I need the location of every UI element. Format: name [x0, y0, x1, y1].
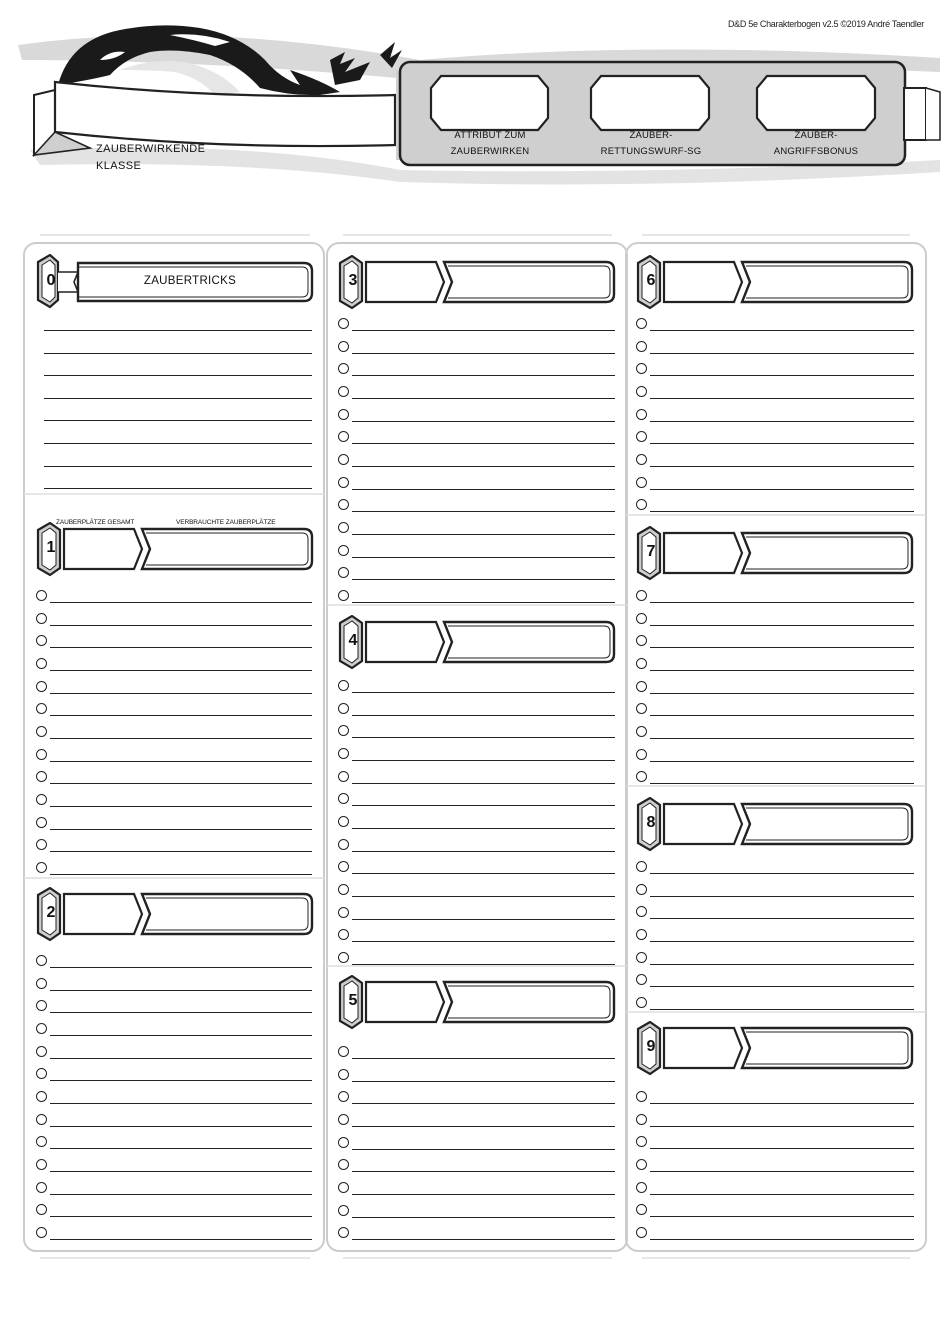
- copyright-notice: D&D 5e Charakterbogen v2.5 ©2019 André Taendler: [727, 19, 924, 29]
- cantrip-line[interactable]: [44, 375, 312, 376]
- spell-line[interactable]: [50, 761, 312, 762]
- prepared-checkbox[interactable]: [338, 590, 349, 601]
- spell-line[interactable]: [650, 1171, 914, 1172]
- prepared-checkbox[interactable]: [338, 1182, 349, 1193]
- spell-line[interactable]: [650, 761, 914, 762]
- prepared-checkbox[interactable]: [636, 341, 647, 352]
- spell-line[interactable]: [352, 692, 615, 693]
- total-slots-label: ZAUBERPLÄTZE GESAMT: [56, 519, 135, 526]
- level-0-number: 0: [46, 272, 56, 289]
- spell-line[interactable]: [352, 805, 615, 806]
- cantrip-line[interactable]: [44, 466, 312, 467]
- level-3-total-slots-field[interactable]: [368, 263, 438, 301]
- cantrip-line[interactable]: [44, 353, 312, 354]
- spell-line[interactable]: [650, 1194, 914, 1195]
- spell-attack-bonus-label: ZAUBER- ANGRIFFSBONUS: [773, 130, 859, 157]
- spell-line[interactable]: [352, 919, 615, 920]
- spell-line[interactable]: [352, 421, 615, 422]
- spell-line[interactable]: [352, 715, 615, 716]
- prepared-checkbox[interactable]: [36, 1023, 47, 1034]
- prepared-checkbox[interactable]: [36, 590, 47, 601]
- spell-line[interactable]: [352, 1058, 615, 1059]
- spell-line[interactable]: [650, 964, 914, 965]
- spell-line[interactable]: [50, 1103, 312, 1104]
- expended-slots-label: VERBRAUCHTE ZAUBERPLÄTZE: [176, 519, 276, 526]
- level-5-number: 5: [348, 992, 358, 1009]
- spell-line[interactable]: [650, 1148, 914, 1149]
- level-2-total-slots-field[interactable]: [66, 895, 136, 933]
- prepared-checkbox[interactable]: [636, 861, 647, 872]
- spell-line[interactable]: [650, 918, 914, 919]
- spell-line[interactable]: [650, 693, 914, 694]
- level-2-expended-slots-field[interactable]: [154, 895, 304, 933]
- spell-line[interactable]: [352, 1149, 615, 1150]
- level-4-expended-slots-field[interactable]: [456, 623, 606, 661]
- prepared-checkbox[interactable]: [636, 929, 647, 940]
- spell-line[interactable]: [50, 670, 312, 671]
- spell-line[interactable]: [352, 737, 615, 738]
- prepared-checkbox[interactable]: [338, 839, 349, 850]
- level-4-total-slots-field[interactable]: [368, 623, 438, 661]
- spell-line[interactable]: [352, 851, 615, 852]
- level-8-number: 8: [646, 814, 656, 831]
- cantrip-line[interactable]: [44, 398, 312, 399]
- spell-line[interactable]: [50, 829, 312, 830]
- level-1-expended-slots-field[interactable]: [154, 530, 304, 568]
- spell-line[interactable]: [650, 602, 914, 603]
- level-5-total-slots-field[interactable]: [368, 983, 438, 1021]
- prepared-checkbox[interactable]: [636, 884, 647, 895]
- prepared-checkbox[interactable]: [36, 794, 47, 805]
- prepared-checkbox[interactable]: [36, 658, 47, 669]
- prepared-checkbox[interactable]: [338, 545, 349, 556]
- spell-line[interactable]: [650, 896, 914, 897]
- spell-line[interactable]: [352, 557, 615, 558]
- prepared-checkbox[interactable]: [636, 1091, 647, 1102]
- prepared-checkbox[interactable]: [636, 590, 647, 601]
- spell-save-dc-label: ZAUBER- RETTUNGSWURF-SG: [600, 130, 702, 157]
- cantrip-line[interactable]: [44, 488, 312, 489]
- prepared-checkbox[interactable]: [636, 952, 647, 963]
- spell-line[interactable]: [650, 466, 914, 467]
- level-3-number: 3: [348, 272, 358, 289]
- spell-line[interactable]: [50, 738, 312, 739]
- spell-line[interactable]: [50, 1216, 312, 1217]
- spell-line[interactable]: [50, 1126, 312, 1127]
- spell-line[interactable]: [50, 625, 312, 626]
- spell-line[interactable]: [50, 1239, 312, 1240]
- prepared-checkbox[interactable]: [636, 613, 647, 624]
- prepared-checkbox[interactable]: [338, 1046, 349, 1057]
- spell-line[interactable]: [50, 1148, 312, 1149]
- spellcasting-ability-label: ATTRIBUT ZUM ZAUBERWIRKEN: [450, 130, 530, 157]
- spell-line[interactable]: [650, 647, 914, 648]
- prepared-checkbox[interactable]: [636, 1114, 647, 1125]
- prepared-checkbox[interactable]: [636, 477, 647, 488]
- level-7-number: 7: [646, 543, 656, 560]
- prepared-checkbox[interactable]: [636, 997, 647, 1008]
- prepared-checkbox[interactable]: [636, 409, 647, 420]
- cantrip-line[interactable]: [44, 420, 312, 421]
- spell-line[interactable]: [352, 466, 615, 467]
- level-1-number: 1: [46, 539, 56, 556]
- spell-line[interactable]: [50, 783, 312, 784]
- spell-line[interactable]: [50, 715, 312, 716]
- prepared-checkbox[interactable]: [338, 680, 349, 691]
- spell-line[interactable]: [50, 874, 312, 875]
- prepared-checkbox[interactable]: [338, 454, 349, 465]
- level-3-expended-slots-field[interactable]: [456, 263, 606, 301]
- cantrip-line[interactable]: [44, 443, 312, 444]
- spell-line[interactable]: [650, 783, 914, 784]
- level-8-total-slots-field[interactable]: [666, 805, 736, 843]
- spell-line[interactable]: [650, 330, 914, 331]
- spell-line[interactable]: [352, 330, 615, 331]
- spell-line[interactable]: [352, 511, 615, 512]
- prepared-checkbox[interactable]: [338, 318, 349, 329]
- prepared-checkbox[interactable]: [636, 318, 647, 329]
- spell-line[interactable]: [650, 353, 914, 354]
- prepared-checkbox[interactable]: [338, 409, 349, 420]
- spellcasting-class-label: ZAUBERWIRKENDE KLASSE: [96, 143, 206, 172]
- spell-line[interactable]: [352, 398, 615, 399]
- prepared-checkbox[interactable]: [338, 884, 349, 895]
- spell-line[interactable]: [352, 941, 615, 942]
- spell-line[interactable]: [50, 967, 312, 968]
- spell-line[interactable]: [352, 964, 615, 965]
- spell-line[interactable]: [50, 647, 312, 648]
- spell-line[interactable]: [650, 873, 914, 874]
- prepared-checkbox[interactable]: [36, 1159, 47, 1170]
- prepared-checkbox[interactable]: [338, 952, 349, 963]
- prepared-checkbox[interactable]: [338, 1205, 349, 1216]
- prepared-checkbox[interactable]: [338, 477, 349, 488]
- prepared-checkbox[interactable]: [636, 658, 647, 669]
- spell-line[interactable]: [650, 1216, 914, 1217]
- spell-line[interactable]: [352, 896, 615, 897]
- prepared-checkbox[interactable]: [338, 386, 349, 397]
- spell-line[interactable]: [352, 760, 615, 761]
- spell-line[interactable]: [352, 1126, 615, 1127]
- prepared-checkbox[interactable]: [36, 681, 47, 692]
- level-1-total-slots-field[interactable]: [66, 530, 136, 568]
- spell-line[interactable]: [650, 511, 914, 512]
- spell-line[interactable]: [50, 1012, 312, 1013]
- prepared-checkbox[interactable]: [636, 681, 647, 692]
- spell-line[interactable]: [650, 715, 914, 716]
- spell-line[interactable]: [352, 1103, 615, 1104]
- prepared-checkbox[interactable]: [636, 1159, 647, 1170]
- prepared-checkbox[interactable]: [636, 1182, 647, 1193]
- level-2-number: 2: [46, 904, 56, 921]
- spell-line[interactable]: [650, 738, 914, 739]
- prepared-checkbox[interactable]: [36, 613, 47, 624]
- spell-line[interactable]: [50, 1035, 312, 1036]
- spell-line[interactable]: [50, 806, 312, 807]
- prepared-checkbox[interactable]: [636, 749, 647, 760]
- prepared-checkbox[interactable]: [36, 955, 47, 966]
- prepared-checkbox[interactable]: [338, 816, 349, 827]
- spell-line[interactable]: [650, 1103, 914, 1104]
- spell-line[interactable]: [650, 625, 914, 626]
- spell-line[interactable]: [50, 602, 312, 603]
- prepared-checkbox[interactable]: [338, 1114, 349, 1125]
- spell-line[interactable]: [650, 421, 914, 422]
- prepared-checkbox[interactable]: [36, 749, 47, 760]
- spell-line[interactable]: [50, 1058, 312, 1059]
- prepared-checkbox[interactable]: [338, 748, 349, 759]
- prepared-checkbox[interactable]: [636, 454, 647, 465]
- level-6-number: 6: [646, 272, 656, 289]
- spell-line[interactable]: [352, 1217, 615, 1218]
- level-8-expended-slots-field[interactable]: [754, 805, 904, 843]
- spell-line[interactable]: [352, 1171, 615, 1172]
- spell-line[interactable]: [352, 1194, 615, 1195]
- prepared-checkbox[interactable]: [36, 1091, 47, 1102]
- spell-line[interactable]: [650, 1126, 914, 1127]
- prepared-checkbox[interactable]: [36, 862, 47, 873]
- prepared-checkbox[interactable]: [636, 1227, 647, 1238]
- spell-line[interactable]: [650, 398, 914, 399]
- level-7-total-slots-field[interactable]: [666, 534, 736, 572]
- level-9-number: 9: [646, 1038, 656, 1055]
- prepared-checkbox[interactable]: [36, 726, 47, 737]
- prepared-checkbox[interactable]: [338, 771, 349, 782]
- prepared-checkbox[interactable]: [338, 1069, 349, 1080]
- spell-line[interactable]: [352, 579, 615, 580]
- level-7-expended-slots-field[interactable]: [754, 534, 904, 572]
- level-4-number: 4: [348, 632, 358, 649]
- prepared-checkbox[interactable]: [338, 703, 349, 714]
- spell-line[interactable]: [650, 1009, 914, 1010]
- spell-line[interactable]: [50, 1194, 312, 1195]
- prepared-checkbox[interactable]: [338, 907, 349, 918]
- spell-line[interactable]: [650, 1239, 914, 1240]
- cantrips-title: ZAUBERTRICKS: [143, 275, 237, 287]
- spell-line[interactable]: [352, 828, 615, 829]
- level-6-total-slots-field[interactable]: [666, 263, 736, 301]
- spell-line[interactable]: [352, 443, 615, 444]
- spell-line[interactable]: [650, 670, 914, 671]
- spell-line[interactable]: [352, 873, 615, 874]
- spell-line[interactable]: [352, 534, 615, 535]
- spell-line[interactable]: [50, 1080, 312, 1081]
- level-9-expended-slots-field[interactable]: [754, 1029, 904, 1067]
- prepared-checkbox[interactable]: [338, 341, 349, 352]
- spell-line[interactable]: [352, 353, 615, 354]
- prepared-checkbox[interactable]: [36, 1227, 47, 1238]
- prepared-checkbox[interactable]: [36, 1114, 47, 1125]
- spell-line[interactable]: [50, 990, 312, 991]
- spell-line[interactable]: [50, 693, 312, 694]
- spell-line[interactable]: [352, 602, 615, 603]
- spell-line[interactable]: [650, 375, 914, 376]
- spell-line[interactable]: [50, 1171, 312, 1172]
- level-9-total-slots-field[interactable]: [666, 1029, 736, 1067]
- prepared-checkbox[interactable]: [36, 817, 47, 828]
- spell-line[interactable]: [650, 489, 914, 490]
- spell-line[interactable]: [650, 986, 914, 987]
- prepared-checkbox[interactable]: [36, 1182, 47, 1193]
- prepared-checkbox[interactable]: [36, 1046, 47, 1057]
- prepared-checkbox[interactable]: [338, 1137, 349, 1148]
- spell-line[interactable]: [352, 1239, 615, 1240]
- prepared-checkbox[interactable]: [36, 978, 47, 989]
- spell-line[interactable]: [352, 489, 615, 490]
- spell-line[interactable]: [352, 783, 615, 784]
- prepared-checkbox[interactable]: [636, 386, 647, 397]
- cantrip-line[interactable]: [44, 330, 312, 331]
- prepared-checkbox[interactable]: [636, 726, 647, 737]
- spell-line[interactable]: [650, 443, 914, 444]
- level-5-expended-slots-field[interactable]: [456, 983, 606, 1021]
- spell-line[interactable]: [352, 1081, 615, 1082]
- spell-line[interactable]: [352, 375, 615, 376]
- prepared-checkbox[interactable]: [338, 522, 349, 533]
- level-6-expended-slots-field[interactable]: [754, 263, 904, 301]
- spell-line[interactable]: [650, 941, 914, 942]
- spell-line[interactable]: [50, 851, 312, 852]
